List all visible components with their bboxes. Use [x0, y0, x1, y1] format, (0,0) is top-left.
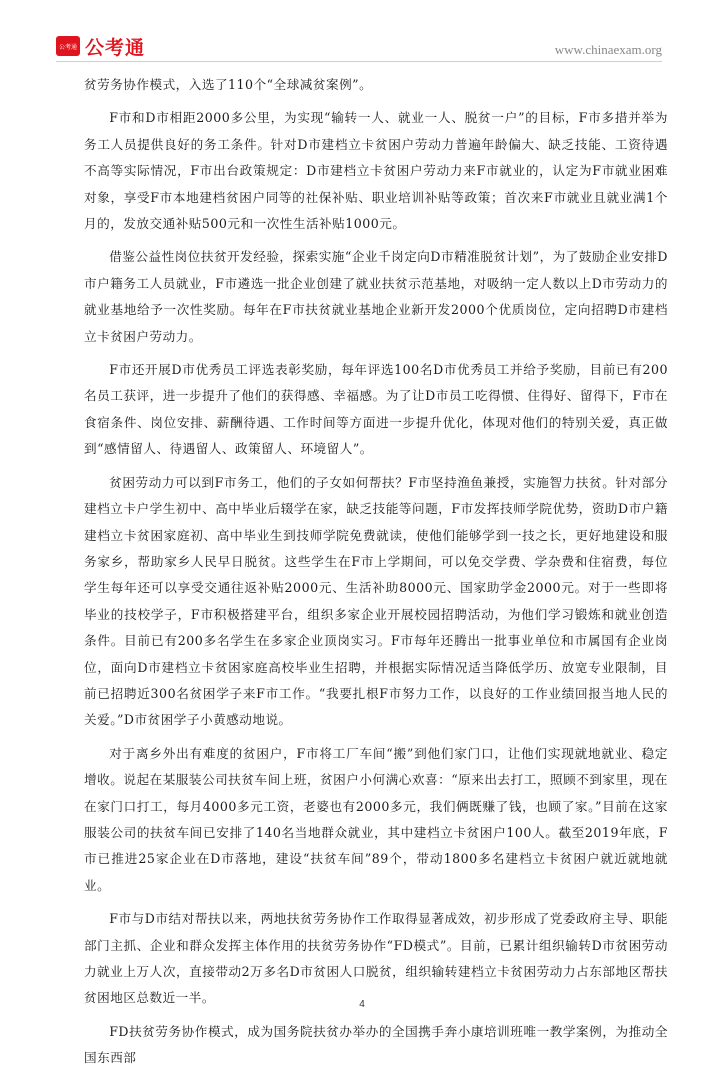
- paragraph: F市还开展D市优秀员工评选表彰奖励，每年评选100名D市优秀员工并给予奖励，目前已有200名员工获评，进一步提升了他们的获得感、幸福感。为了让D市员工吃得惯、住得好、留得下，F市在食宿条件、岗位安排、薪酬待遇、工作时间等方面进一步提升优化，体现对他们的特别关爱，真正做到“感情留人、待遇留人、政策留人、环境留人”。: [84, 362, 668, 457]
- site-logo[interactable]: [56, 34, 145, 58]
- page-header: [0, 0, 724, 62]
- document-body: [84, 72, 668, 1072]
- logo-text: 公考通: [85, 36, 146, 59]
- paragraph: 借鉴公益性岗位扶贫开发经验，探索实施“企业千岗定向D市精准脱贫计划”，为了鼓励企业安排D市户籍务工人员就业，F市遴选一批企业创建了就业扶贫示范基地，对吸纳一定人数以上D市劳动力的就业基地给予一次性奖励。每年在F市扶贫就业基地企业新开发2000个优质岗位，定向招聘D市建档立卡贫困户劳动力。: [84, 249, 669, 344]
- paragraph: F市和D市相距2000多公里，为实现“输转一人、就业一人、脱贫一户”的目标，F市多措并举为务工人员提供良好的务工条件。针对D市建档立卡贫困户劳动力普遍年龄偏大、缺乏技能、工资待遇不高等实际情况，F市出台政策规定：D市建档立卡贫困户劳动力来F市就业的，认定为F市就业困难对象，享受F市本地建档贫困户同等的社保补贴、职业培训补贴等政策；首次来F市就业且就业满1个月的，发放交通补贴500元和一次性生活补贴1000元。: [84, 110, 668, 232]
- paragraph-continuation: 贫劳务协作模式，入选了110个“全球减贫案例”。: [84, 77, 373, 92]
- page-number: 4: [359, 999, 365, 1010]
- site-url[interactable]: www.chinaexam.org: [554, 42, 662, 57]
- paragraph: 对于离乡外出有难度的贫困户，F市将工厂车间“搬”到他们家门口，让他们实现就地就业、稳定增收。说起在某服装公司扶贫车间上班，贫困户小何满心欢喜：“原来出去打工，照顾不到家里，现在在家门口打工，每月4000多元工资，老婆也有2000多元，我们俩既赚了钱，也顾了家。”目前在这家服装公司的扶贫车间已安排了140名当地群众就业，其中建档立卡贫困户100人。截至2019年底，F市已推进25家企业在D市落地，建设“扶贫车间”89个，带动1800多名建档立卡贫困户就近就地就业。: [84, 745, 668, 893]
- logo-badge-icon: 公考通: [56, 36, 80, 56]
- paragraph: F市与D市结对帮扶以来，两地扶贫劳务协作工作取得显著成效，初步形成了党委政府主导、职能部门主抓、企业和群众发挥主体作用的扶贫劳务协作“FD模式”。目前，已累计组织输转D市贫困劳动力就业上万人次，直接带动2万多名D市贫困人口脱贫，组织输转建档立卡贫困劳动力占东部地区帮扶贫困地区总数近一半。: [84, 911, 668, 1006]
- header-divider: [56, 61, 662, 62]
- paragraph: FD扶贫劳务协作模式，成为国务院扶贫办举办的全国携手奔小康培训班唯一教学案例，为推动全国东西部: [84, 1023, 668, 1066]
- paragraph: 贫困劳动力可以到F市务工，他们的子女如何帮扶？F市坚持渔鱼兼授，实施智力扶贫。针对部分建档立卡户学生初中、高中毕业后辍学在家，缺乏技能等问题，F市发挥技师学院优势，资助D市户籍建档立卡贫困家庭初、高中毕业生到技师学院免费就读，使他们能够学到一技之长，更好地建设和服务家乡，帮助家乡人民早日脱贫。这些学生在F市上学期间，可以免交学费、学杂费和住宿费，每位学生每年还可以享受交通往返补贴2000元、生活补助8000元、国家助学金2000元。对于一些即将毕业的技校学子，F市积极搭建平台，组织多家企业开展校园招聘活动，为他们学习锻炼和就业创造条件。目前已有200多名学生在多家企业顶岗实习。F市每年还腾出一批事业单位和市属国有企业岗位，面向D市建档立卡贫困家庭高校毕业生招聘，并根据实际情况适当降低学历、放宽专业限制，目前已招聘近300名贫困学子来F市工作。“我要扎根F市努力工作，以良好的工作业绩回报当地人民的关爱。”D市贫困学子小黄感动地说。: [84, 474, 668, 728]
